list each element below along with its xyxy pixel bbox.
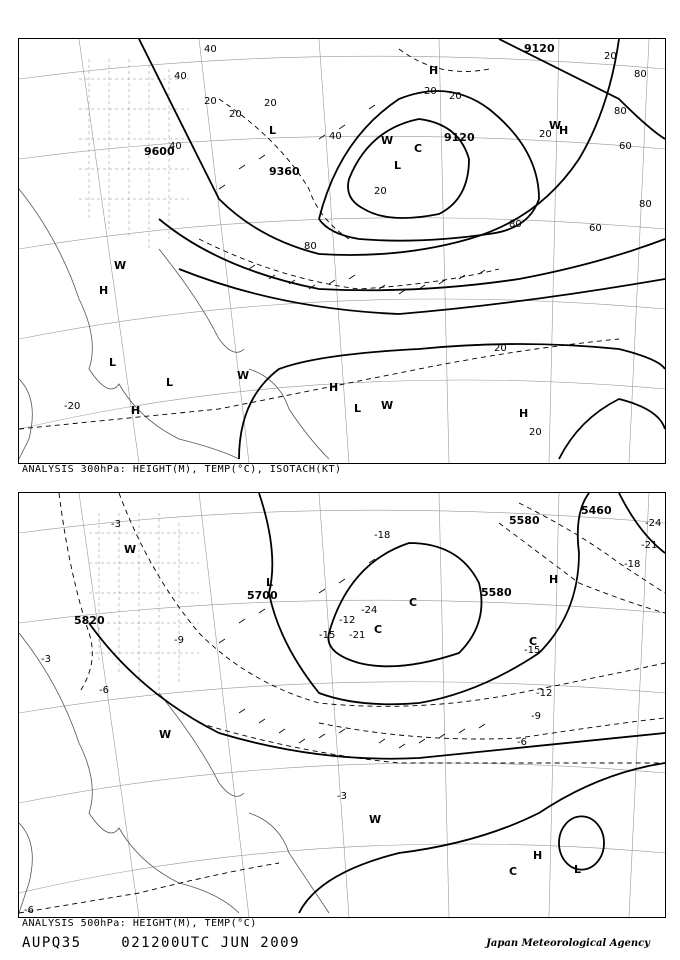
isotherm-label: -20: [64, 401, 81, 412]
cold-symbol: C: [529, 635, 538, 648]
product-code: AUPQ35: [22, 935, 82, 951]
height-label: 9360: [269, 165, 300, 178]
graticule: [19, 39, 665, 463]
caption-500hpa: ANALYSIS 500hPa: HEIGHT(M), TEMP(°C): [22, 918, 257, 929]
isotherm-label: -21: [641, 540, 658, 551]
isotherm-label: -21: [349, 630, 366, 641]
isotherm-label: -24: [645, 518, 662, 529]
warm-symbol: W: [237, 369, 250, 382]
height-label: 9120: [444, 131, 475, 144]
high-symbol: H: [559, 124, 569, 137]
wind-barbs: [219, 559, 485, 748]
height-label: 9120: [524, 42, 555, 55]
isotherm-label: -12: [339, 615, 356, 626]
isotherm-label: -15: [319, 630, 336, 641]
isotach-label: 20: [529, 427, 542, 438]
isotherm-label: -6: [99, 685, 109, 696]
low-symbol: L: [269, 124, 277, 137]
warm-symbol: W: [159, 728, 172, 741]
cold-symbol: C: [414, 142, 423, 155]
map-500hpa-chart: [19, 493, 665, 917]
map-panel-300hpa: [18, 38, 666, 464]
isotach-label: 20: [424, 86, 437, 97]
height-contours: [139, 39, 665, 459]
agency-name: Japan Meteorological Agency: [486, 938, 650, 949]
height-label: 5580: [481, 586, 512, 599]
low-symbol: L: [574, 863, 582, 876]
map-panel-500hpa: [18, 492, 666, 918]
isotach-label: 80: [509, 219, 522, 230]
isotach-label: 80: [304, 241, 317, 252]
isotach-label: 40: [174, 71, 187, 82]
isotach-label: 80: [614, 106, 627, 117]
high-symbol: H: [429, 64, 439, 77]
isotach-label: 20: [204, 96, 217, 107]
isotherm-label: -9: [531, 711, 541, 722]
warm-symbol: W: [381, 399, 394, 412]
height-label: 9600: [144, 145, 175, 158]
isotherm-label: -6: [24, 905, 34, 916]
isotherm-label: -15: [524, 645, 541, 656]
isotach-label: 20: [449, 91, 462, 102]
high-symbol: H: [99, 284, 109, 297]
product-title: [22, 935, 300, 951]
cold-symbol: C: [509, 865, 518, 878]
cold-symbol: C: [409, 596, 418, 609]
low-symbol: L: [166, 376, 174, 389]
height-label: 5820: [74, 614, 105, 627]
valid-time: 021200UTC JUN 2009: [121, 935, 301, 951]
isotherm-label: -3: [41, 654, 51, 665]
warm-symbol: W: [381, 134, 394, 147]
isotherms: [19, 493, 665, 913]
isotach-label: 20: [264, 98, 277, 109]
isotach-label: 60: [619, 141, 632, 152]
isotherm-label: -3: [111, 519, 121, 530]
low-symbol: L: [394, 159, 402, 172]
isotherm-label: -24: [361, 605, 378, 616]
high-symbol: H: [329, 381, 339, 394]
caption-300hpa: ANALYSIS 300hPa: HEIGHT(M), TEMP(°C), ISOTACH(KT): [22, 464, 342, 475]
isotach-label: 80: [639, 199, 652, 210]
isotherm-label: -18: [624, 559, 641, 570]
map-300hpa-chart: [19, 39, 665, 463]
isotach-label: 20: [229, 109, 242, 120]
isotach-label: 20: [604, 51, 617, 62]
height-label: 5460: [581, 504, 612, 517]
warm-symbol: W: [114, 259, 127, 272]
low-symbol: L: [109, 356, 117, 369]
isotach-label: 20: [539, 129, 552, 140]
high-symbol: H: [519, 407, 529, 420]
coastlines: [19, 633, 329, 913]
isotherm-label: -9: [174, 635, 184, 646]
low-symbol: L: [354, 402, 362, 415]
isotach-label: 40: [204, 44, 217, 55]
isotach-label: 40: [169, 141, 182, 152]
low-symbol: L: [266, 576, 274, 589]
high-symbol: H: [533, 849, 543, 862]
isotherm-label: -18: [374, 530, 391, 541]
height-label: 5580: [509, 514, 540, 527]
isotherm-label: -12: [536, 688, 553, 699]
high-symbol: H: [131, 404, 141, 417]
hatched-area: [89, 513, 199, 693]
warm-symbol: W: [369, 813, 382, 826]
high-symbol: H: [549, 573, 559, 586]
warm-symbol: W: [124, 543, 137, 556]
isotach-label: 60: [589, 223, 602, 234]
isotach-label: 40: [329, 131, 342, 142]
height-contours: [89, 493, 665, 913]
isotherms: [19, 49, 619, 429]
cold-symbol: C: [374, 623, 383, 636]
height-label: 5700: [247, 589, 278, 602]
isotach-label: 20: [494, 343, 507, 354]
isotherm-label: -3: [337, 791, 347, 802]
warm-symbol: W: [549, 119, 562, 132]
isotach-label: 20: [374, 186, 387, 197]
isotherm-label: -6: [517, 737, 527, 748]
isotach-label: 80: [634, 69, 647, 80]
